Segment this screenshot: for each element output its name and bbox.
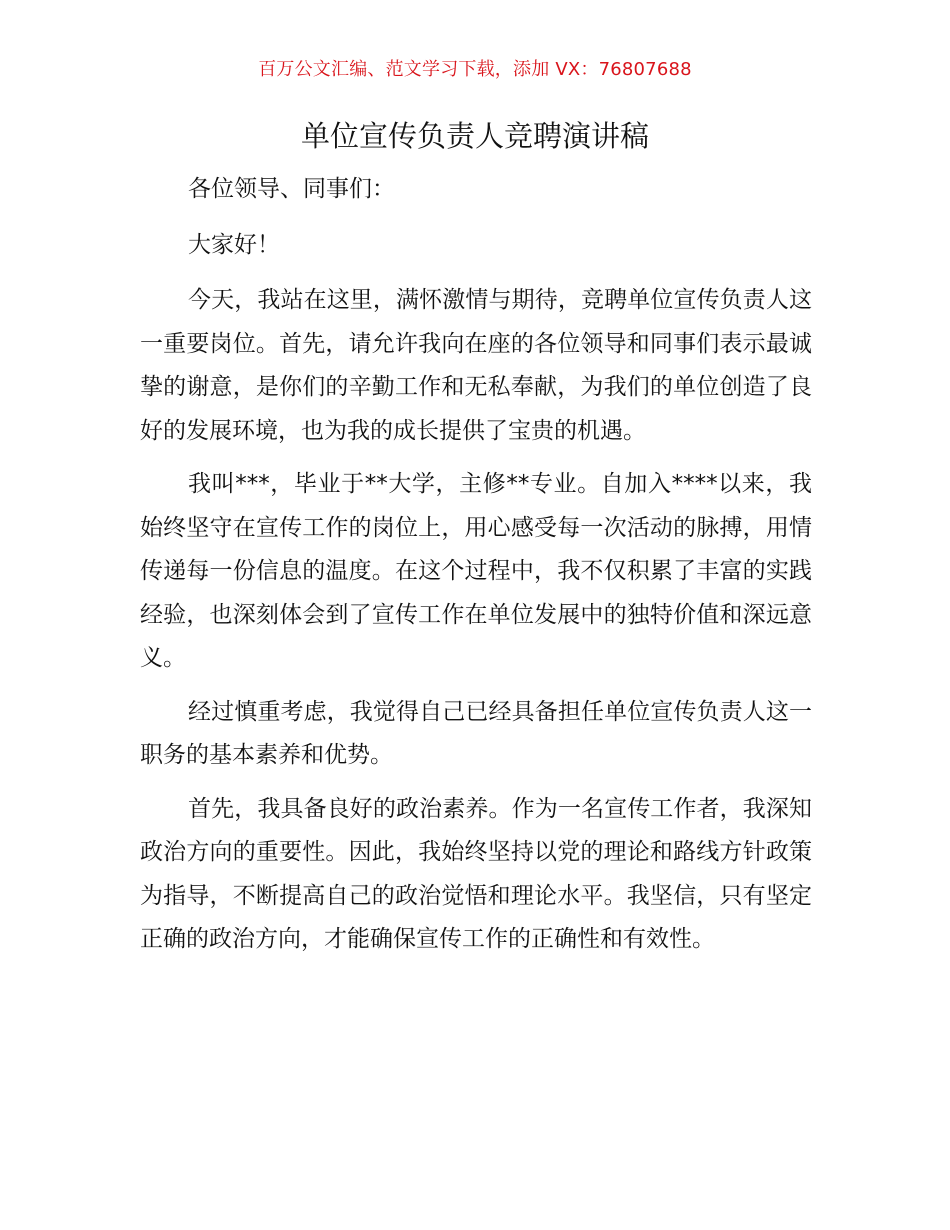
document-title: 单位宣传负责人竞聘演讲稿 [300,119,649,153]
hello-line: 大家好！ [188,231,280,258]
header-note: 百万公文汇编、范文学习下载，添加 VX：76807688 [258,59,692,80]
greeting: 各位领导、同事们： [188,176,395,202]
document-body [140,168,812,972]
paragraph-intro: 今天，我站在这里，满怀激情与期待，竞聘单位宣传负责人这一重要岗位。首先，请允许我向在座的各位领导和同事们表示最诚挚的谢意，是你们的辛勤工作和无私奉献，为我们的单位创造了良好的发展环境，也为我的成长提供了宝贵的机遇。 [140,287,812,444]
paragraph-background: 我叫***，毕业于**大学，主修**专业。自加入****以来，我始终坚守在宣传工作的岗位上，用心感受每一次活动的脉搏，用情传递每一份信息的温度。在这个过程中，我不仅积累了丰富的实践经验，也深刻体会到了宣传工作在单位发展中的独特价值和深远意义。 [140,471,812,671]
paragraph-qualification: 经过慎重考虑，我觉得自己已经具备担任单位宣传负责人这一职务的基本素养和优势。 [140,698,812,768]
paragraph-political-quality: 首先，我具备良好的政治素养。作为一名宣传工作者，我深知政治方向的重要性。因此，我始终坚持以党的理论和路线方针政策为指导，不断提高自己的政治觉悟和理论水平。我坚信，只有坚定正确的政治方向，才能确保宣传工作的正确性和有效性。 [140,795,812,952]
